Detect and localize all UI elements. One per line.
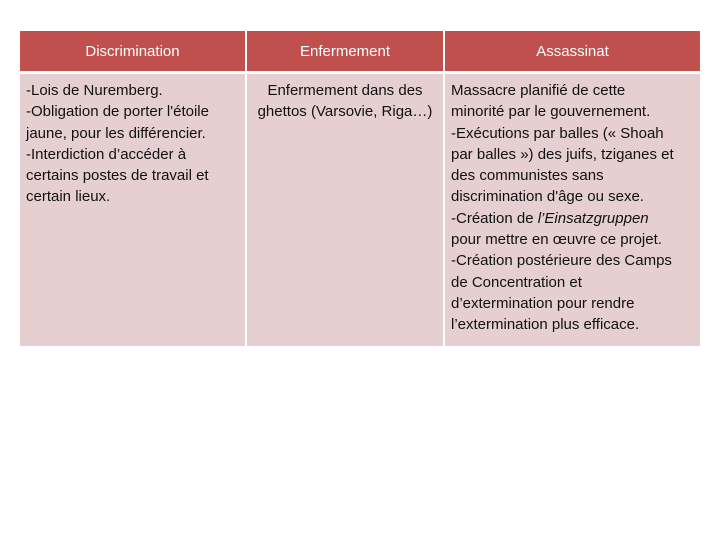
comparison-table — [20, 31, 700, 346]
discrimination-line: certains postes de travail et — [26, 167, 209, 185]
assassinat-line — [451, 208, 694, 229]
cell-assassinat — [444, 73, 700, 347]
header-discrimination: Discrimination — [20, 31, 246, 73]
assassinat-line: de Concentration et — [451, 273, 582, 291]
assassinat-line: l’extermination plus efficace. — [451, 316, 640, 334]
assassinat-line: par balles ») des juifs, tziganes et — [451, 145, 674, 163]
assassinat-line: d’extermination pour rendre — [451, 294, 635, 312]
assassinat-line: -Création postérieure des Camps — [451, 252, 672, 270]
discrimination-line: -Lois de Nuremberg. — [26, 82, 163, 99]
header-row — [20, 31, 700, 73]
enfermement-line: ghettos (Varsovie, Riga…) — [257, 103, 433, 121]
content-row — [20, 73, 700, 347]
header-assassinat: Assassinat — [444, 31, 700, 73]
cell-discrimination — [20, 73, 246, 347]
header-enfermement: Enfermement — [246, 31, 444, 73]
discrimination-line: certain lieux. — [26, 188, 111, 206]
discrimination-line: -Obligation de porter l'étoile — [26, 103, 209, 121]
enfermement-line: Enfermement dans des — [267, 82, 423, 99]
assassinat-line: Massacre planifié de cette — [451, 82, 626, 99]
assassinat-line: des communistes sans — [451, 167, 604, 185]
assassinat-line: pour mettre en œuvre ce projet. — [451, 231, 662, 249]
assassinat-line: minorité par le gouvernement. — [451, 103, 651, 121]
cell-enfermement — [246, 73, 444, 347]
discrimination-line: jaune, pour les différencier. — [26, 124, 206, 142]
assassinat-line: discrimination d'âge ou sexe. — [451, 188, 644, 206]
assassinat-line: -Exécutions par balles (« Shoah — [451, 124, 664, 142]
discrimination-line: -Interdiction d’accéder à — [26, 145, 187, 163]
creation-prefix: -Création de — [451, 209, 538, 227]
einsatzgruppen-term: l’Einsatzgruppen — [537, 209, 649, 227]
